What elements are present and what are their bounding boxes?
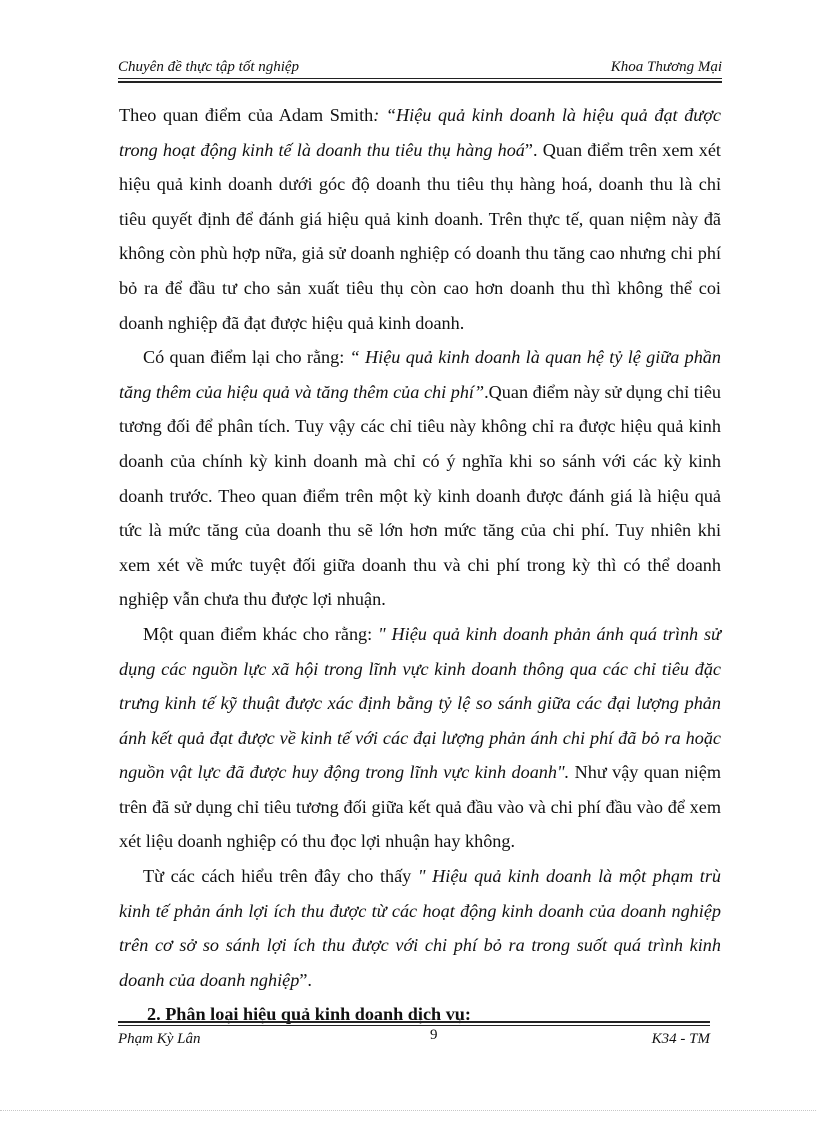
text-run: Từ các cách hiểu trên đây cho thấy — [143, 866, 418, 887]
page-break-line — [0, 1110, 816, 1111]
section-heading: 2. Phân loại hiệu quả kinh doanh dịch vụ: — [147, 1004, 471, 1025]
footer-class: K34 - TM — [651, 1031, 710, 1047]
footer-rule — [118, 1025, 710, 1026]
text-run: ”. Quan điểm trên xem xét hiệu quả kinh doanh dưới góc độ doanh thu tiêu thụ hàng hoá, doanh thu là chỉ tiêu quyết định để đánh giá hiệu quả kinh doanh. Trên thực tế, quan niệm này đã không còn phù hợp nữa, giả sử doanh nghiệp có doanh thu tăng cao nhưng chi phí bỏ ra để đầu tư cho sản xuất tiêu thụ còn cao hơn doanh thu thì không thể coi doanh nghiệp đã đạt được hiệu quả kinh doanh. — [119, 139, 721, 333]
paragraph-2 — [119, 340, 721, 617]
page-number: 9 — [430, 1027, 438, 1043]
footer-author: Phạm Kỳ Lân — [118, 1031, 201, 1047]
paragraph-3 — [119, 617, 721, 859]
header-rule-thick — [118, 81, 722, 83]
quote-run: “ Hiệu quả kinh doanh là quan hệ tỷ lệ giữa phần tăng thêm của hiệu quả và tăng thêm của chi phí” — [119, 347, 721, 402]
body-content — [119, 98, 721, 1032]
header-title: Chuyên đề thực tập tốt nghiệp — [118, 59, 300, 75]
text-run: Theo quan điểm của Adam Smith — [119, 105, 374, 125]
page-header — [118, 57, 722, 79]
paragraph-4 — [119, 859, 721, 997]
quote-run: : “Hiệu quả kinh doanh là hiệu quả đạt được trong hoạt động kinh tế là doanh thu tiêu thụ hàng hoá — [119, 105, 721, 160]
text-run: ”. — [299, 969, 312, 990]
quote-run: " Hiệu quả kinh doanh phản ánh quá trình sử dụng các nguồn lực xã hội trong lĩnh vực kinh doanh thông qua các chỉ tiêu đặc trưng kinh tế kỹ thuật được xác định bằng tỷ lệ so sánh giữa các đại lượng phản ánh kết quả đạt được về kinh tế với các đại lượng phản ánh chi phí đã bỏ ra hoặc nguồn vật lực đã được huy động trong lĩnh vực kinh doanh". — [119, 623, 721, 783]
text-run: Một quan điểm khác cho rằng: — [143, 623, 379, 644]
header-rule — [118, 78, 722, 79]
paragraph-1 — [119, 98, 721, 340]
text-run: Có quan điểm lại cho rằng: — [143, 347, 350, 368]
quote-run: " Hiệu quả kinh doanh là một phạm trù kinh tế phản ánh lợi ích thu được từ các hoạt động kinh doanh của doanh nghiệp trên cơ sở so sánh lợi ích thu được với chi phí bỏ ra trong suốt quá trình kinh doanh của doanh nghiệp — [119, 866, 722, 990]
header-department: Khoa Thương Mại — [610, 59, 722, 75]
footer-rule-thick — [118, 1021, 710, 1023]
text-run: Như vậy quan niệm trên đã sử dụng chỉ tiêu tương đối giữa kết quả đầu vào và chi phí đầu vào để xem xét liệu doanh nghiệp có thu đọc lợi nhuận hay không. — [119, 762, 721, 852]
page-footer — [118, 1021, 710, 1051]
text-run: .Quan điểm này sử dụng chỉ tiêu tương đối để phân tích. Tuy vậy các chỉ tiêu này không chỉ ra được hiệu quả kinh doanh của chính kỳ kinh doanh mà chỉ có ý nghĩa khi so sánh với các kỳ kinh doanh trước. Theo quan điểm trên một kỳ kinh doanh được đánh giá là hiệu quả tức là mức tăng của doanh thu sẽ lớn hơn mức tăng của chi phí. Tuy nhiên khi xem xét về mức tuyệt đối giữa doanh thu và chi phí trong kỳ thì có thể doanh nghiệp vẫn chưa thu được lợi nhuận. — [119, 381, 722, 610]
